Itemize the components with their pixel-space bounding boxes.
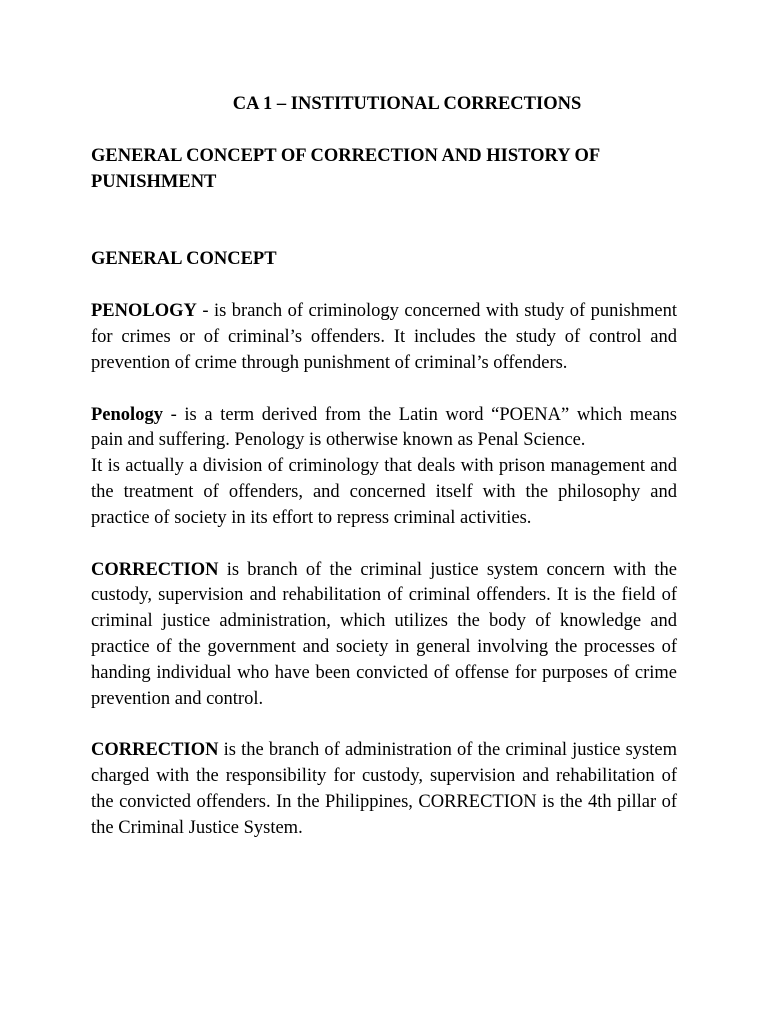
paragraph-term: PENOLOGY	[91, 301, 197, 322]
paragraph-correction-definition	[91, 558, 677, 713]
document-page	[91, 92, 677, 842]
paragraph-penology-definition	[91, 299, 677, 376]
paragraph-penology-division	[91, 454, 677, 531]
document-title: CA 1 – INSTITUTIONAL CORRECTIONS	[232, 94, 582, 114]
spacer	[91, 118, 677, 144]
paragraph-penology-etymology	[91, 403, 677, 455]
paragraph-correction-pillar	[91, 738, 677, 841]
spacer	[91, 532, 677, 558]
paragraph-text: It is actually a division of criminology that deals with prison management and the treatment of offenders, and concerned itself with the philosophy and practice of society in its effort to repress criminal activities.	[91, 456, 677, 528]
subheading: GENERAL CONCEPT	[91, 249, 277, 270]
paragraph-text: is the branch of administration of the criminal justice system charged with the responsibility for custody, supervision and rehabilitation of the convicted offenders. In the Philippines, CORRECTION is the 4th pillar of the Criminal Justice System.	[91, 740, 677, 838]
paragraph-text: is branch of the criminal justice system concern with the custody, supervision and rehabilitation of criminal offenders. It is the field of criminal justice administration, which utilizes the body of knowledge and practice of the government and society in general involving the processes of handing individual who have been convicted of offense for purposes of crime prevention and control.	[91, 559, 677, 709]
paragraph-text: - is branch of criminology concerned with study of punishment for crimes or of criminal’s offenders. It includes the study of control and prevention of crime through punishment of criminal’s offenders.	[91, 301, 677, 373]
paragraph-term: Penology	[91, 404, 163, 425]
spacer	[91, 195, 677, 247]
section-title: GENERAL CONCEPT OF CORRECTION AND HISTORY OF PUNISHMENT	[91, 145, 600, 192]
spacer	[91, 273, 677, 299]
spacer	[91, 377, 677, 403]
spacer	[91, 712, 677, 738]
paragraph-term: CORRECTION	[91, 559, 219, 580]
paragraph-text: - is a term derived from the Latin word “POENA” which means pain and suffering. Penology is otherwise known as Penal Science.	[91, 404, 677, 451]
paragraph-term: CORRECTION	[91, 740, 219, 761]
